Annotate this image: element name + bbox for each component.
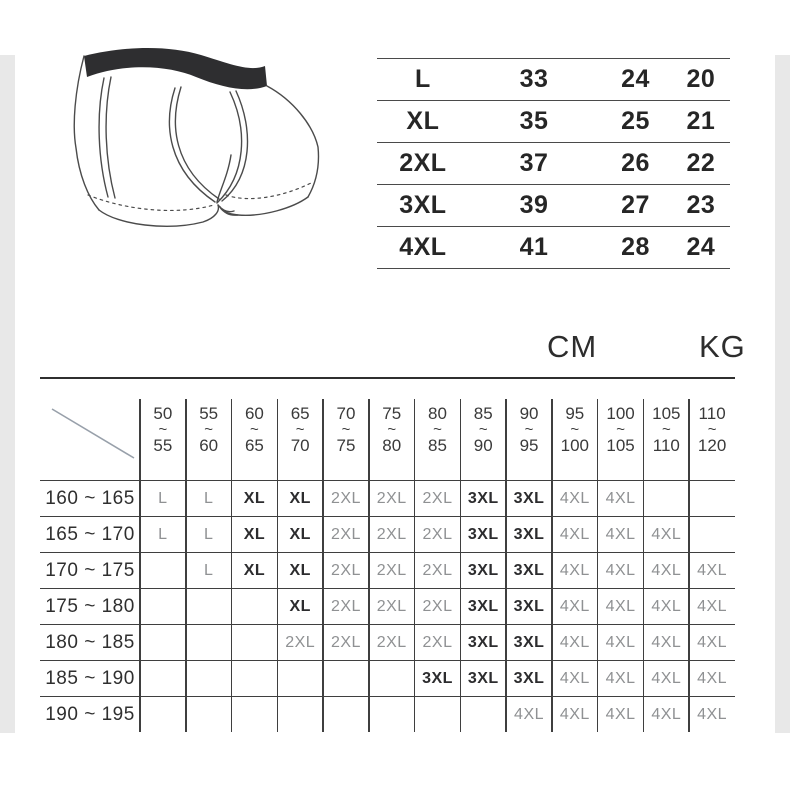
size-value: 2XL: [422, 489, 453, 507]
size-cell: [277, 481, 323, 516]
spec-size-label: 3XL: [399, 191, 447, 219]
size-cell: [460, 553, 506, 588]
spec-value: 25: [621, 107, 650, 135]
matrix-row: [40, 480, 735, 516]
height-label-cell: [40, 553, 140, 588]
size-value: 3XL: [513, 561, 545, 579]
size-cell: [232, 517, 278, 552]
weight-to: 80: [382, 436, 402, 455]
weight-from: 100: [606, 404, 635, 423]
size-cell: [277, 589, 323, 624]
size-cell: [598, 589, 644, 624]
size-value: 4XL: [605, 705, 636, 723]
size-value: 2XL: [422, 633, 453, 651]
size-cell: [415, 517, 461, 552]
size-value: 3XL: [467, 489, 499, 507]
size-cell: [186, 661, 232, 696]
spec-table-row: [377, 101, 730, 143]
size-cell: [186, 589, 232, 624]
spec-value: 39: [519, 191, 549, 219]
size-cell: [232, 481, 278, 516]
size-cell: [643, 697, 689, 732]
weight-header-cell: [186, 379, 232, 480]
size-value: 4XL: [697, 669, 728, 687]
weight-to: 120: [697, 436, 727, 455]
weight-to: 85: [428, 436, 447, 455]
size-cell: [689, 517, 735, 552]
size-cell: [323, 697, 369, 732]
height-range-label: 190 ~ 195: [45, 703, 135, 725]
size-value: 4XL: [651, 525, 682, 543]
matrix-body: [40, 480, 735, 732]
size-cell: [689, 625, 735, 660]
height-label-cell: [40, 481, 140, 516]
matrix-row: [40, 660, 735, 696]
size-cell: [369, 517, 415, 552]
size-value: 4XL: [559, 705, 590, 723]
size-cell: [369, 661, 415, 696]
weight-from: 105: [652, 404, 681, 423]
size-value: 4XL: [651, 561, 682, 579]
matrix-corner-cell: [40, 379, 140, 480]
size-value: 4XL: [559, 633, 590, 651]
size-cell: [460, 625, 506, 660]
size-value: L: [158, 525, 168, 543]
size-cell: [140, 625, 186, 660]
weight-from: 55: [199, 404, 219, 423]
weight-to: 110: [652, 436, 680, 455]
size-value: 4XL: [605, 597, 636, 615]
size-cell: [506, 697, 552, 732]
weight-tilde: ~: [387, 421, 397, 438]
size-cell: [552, 481, 598, 516]
size-cell: [460, 517, 506, 552]
size-value: XL: [289, 525, 311, 543]
weight-to: 70: [290, 436, 310, 455]
size-cell: [277, 661, 323, 696]
size-cell: [460, 481, 506, 516]
size-value: 4XL: [559, 489, 590, 507]
weight-from: 75: [382, 404, 402, 423]
spec-value: 37: [519, 149, 549, 177]
size-value: 2XL: [422, 561, 453, 579]
size-cell: [140, 517, 186, 552]
size-cell: [415, 589, 461, 624]
size-cell: [689, 553, 735, 588]
spec-value: 21: [686, 107, 716, 135]
weight-header-cell: [689, 379, 735, 480]
size-cell: [689, 661, 735, 696]
matrix-row: [40, 624, 735, 660]
height-range-label: 185 ~ 190: [45, 667, 135, 689]
size-cell: [369, 625, 415, 660]
size-cell: [552, 625, 598, 660]
left-gray-strip: [0, 55, 15, 733]
size-value: 4XL: [651, 597, 682, 615]
size-matrix-table: [40, 377, 735, 733]
size-value: 3XL: [513, 489, 545, 507]
weight-tilde: ~: [707, 421, 717, 438]
size-cell: [552, 589, 598, 624]
size-cell: [598, 625, 644, 660]
size-cell: [140, 589, 186, 624]
size-cell: [552, 661, 598, 696]
size-cell: [552, 697, 598, 732]
weight-tilde: ~: [250, 421, 259, 438]
weight-from: 60: [244, 404, 264, 423]
size-value: 4XL: [559, 525, 590, 543]
size-cell: [277, 517, 323, 552]
weight-to: 55: [153, 436, 173, 455]
spec-table-row: [377, 185, 730, 227]
spec-table: [377, 58, 730, 269]
size-cell: [140, 661, 186, 696]
matrix-row: [40, 552, 735, 588]
spec-size-label: 2XL: [399, 149, 447, 177]
spec-value: 28: [621, 233, 650, 261]
size-value: 4XL: [514, 705, 545, 723]
size-value: 2XL: [330, 489, 361, 507]
size-cell: [598, 517, 644, 552]
size-value: 2XL: [330, 633, 361, 651]
size-cell: [415, 481, 461, 516]
size-cell: [323, 517, 369, 552]
size-value: 4XL: [697, 597, 728, 615]
size-value: XL: [289, 561, 311, 579]
size-cell: [552, 517, 598, 552]
weight-from: 50: [153, 404, 173, 423]
size-value: 4XL: [605, 561, 636, 579]
size-value: 3XL: [513, 525, 545, 543]
kg-unit-label: KG: [699, 329, 746, 364]
size-cell: [369, 553, 415, 588]
size-value: 2XL: [330, 597, 361, 615]
size-cell: [186, 625, 232, 660]
size-cell: [643, 481, 689, 516]
size-value: 3XL: [513, 633, 545, 651]
size-cell: [506, 661, 552, 696]
height-label-cell: [40, 517, 140, 552]
size-value: 2XL: [376, 525, 407, 543]
cm-unit-label: CM: [547, 329, 598, 364]
size-cell: [186, 697, 232, 732]
weight-header-cell: [506, 379, 552, 480]
weight-tilde: ~: [616, 421, 625, 438]
size-cell: [643, 661, 689, 696]
size-cell: [689, 697, 735, 732]
spec-value: 23: [686, 191, 716, 219]
spec-value: 27: [621, 191, 650, 219]
spec-table-row: [377, 143, 730, 185]
spec-table-row: [377, 227, 730, 269]
weight-to: 60: [199, 436, 219, 455]
height-range-label: 180 ~ 185: [45, 631, 135, 653]
size-cell: [140, 481, 186, 516]
size-value: 4XL: [651, 633, 682, 651]
size-cell: [232, 661, 278, 696]
weight-tilde: ~: [295, 421, 305, 438]
size-cell: [369, 697, 415, 732]
height-label-cell: [40, 589, 140, 624]
size-value: 2XL: [376, 561, 407, 579]
size-value: 4XL: [697, 705, 728, 723]
weight-header-cell: [415, 379, 461, 480]
matrix-row: [40, 516, 735, 552]
size-cell: [460, 589, 506, 624]
weight-to: 100: [560, 436, 589, 455]
size-value: 2XL: [376, 597, 407, 615]
weight-to: 65: [244, 436, 264, 455]
weight-to: 95: [519, 436, 539, 455]
size-value: L: [158, 489, 168, 507]
size-value: L: [203, 561, 214, 579]
spec-value: 41: [519, 233, 549, 261]
diagonal-divider: [40, 379, 140, 480]
size-value: 2XL: [422, 597, 453, 615]
size-cell: [643, 589, 689, 624]
size-value: XL: [289, 489, 311, 507]
size-cell: [689, 481, 735, 516]
size-value: 4XL: [605, 633, 636, 651]
weight-from: 70: [336, 404, 356, 423]
height-label-cell: [40, 697, 140, 732]
weight-header-cell: [369, 379, 415, 480]
size-value: 3XL: [467, 597, 499, 615]
spec-table-row: [377, 59, 730, 101]
weight-from: 95: [565, 404, 585, 423]
size-value: 3XL: [467, 633, 499, 651]
height-range-label: 160 ~ 165: [45, 487, 135, 509]
size-value: L: [203, 489, 214, 507]
size-cell: [552, 553, 598, 588]
weight-header-cell: [277, 379, 323, 480]
size-cell: [323, 481, 369, 516]
size-cell: [643, 553, 689, 588]
size-value: XL: [243, 561, 266, 579]
weight-from: 90: [519, 404, 539, 423]
size-value: XL: [289, 597, 311, 615]
weight-from: 80: [428, 404, 447, 423]
size-value: 4XL: [651, 705, 682, 723]
size-cell: [415, 553, 461, 588]
size-cell: [232, 625, 278, 660]
weight-tilde: ~: [158, 421, 168, 438]
weight-tilde: ~: [433, 421, 442, 438]
weight-from: 110: [698, 404, 726, 423]
size-value: 4XL: [697, 633, 728, 651]
weight-header-cell: [598, 379, 644, 480]
size-cell: [415, 697, 461, 732]
size-cell: [323, 553, 369, 588]
size-cell: [643, 517, 689, 552]
size-value: L: [203, 525, 214, 543]
spec-size-label: L: [414, 65, 431, 93]
size-cell: [277, 697, 323, 732]
size-value: 3XL: [513, 597, 545, 615]
size-value: 2XL: [422, 525, 453, 543]
spec-size-label: 4XL: [399, 233, 447, 261]
size-value: 3XL: [467, 669, 499, 687]
size-cell: [323, 625, 369, 660]
spec-value: 33: [519, 65, 549, 93]
size-cell: [323, 661, 369, 696]
waistband-shape: [84, 48, 267, 89]
size-cell: [506, 481, 552, 516]
size-cell: [369, 589, 415, 624]
spec-value: 24: [686, 233, 716, 261]
size-cell: [598, 553, 644, 588]
size-value: XL: [243, 489, 266, 507]
size-cell: [460, 697, 506, 732]
size-value: 4XL: [651, 669, 682, 687]
weight-from: 65: [290, 404, 310, 423]
size-value: 4XL: [559, 561, 590, 579]
spec-value: 20: [686, 65, 716, 93]
weight-tilde: ~: [661, 421, 671, 438]
size-value: XL: [243, 525, 266, 543]
size-value: 3XL: [513, 669, 545, 687]
size-cell: [232, 589, 278, 624]
size-cell: [506, 553, 552, 588]
height-range-label: 165 ~ 170: [45, 523, 135, 545]
size-cell: [506, 517, 552, 552]
weight-tilde: ~: [341, 421, 351, 438]
weight-to: 90: [473, 436, 493, 455]
size-cell: [140, 697, 186, 732]
size-value: 3XL: [467, 525, 499, 543]
size-value: 2XL: [330, 525, 361, 543]
size-value: 2XL: [376, 489, 407, 507]
weight-to: 75: [336, 436, 356, 455]
matrix-row: [40, 588, 735, 624]
size-cell: [460, 661, 506, 696]
size-value: 4XL: [559, 669, 590, 687]
height-label-cell: [40, 625, 140, 660]
size-cell: [415, 661, 461, 696]
spec-size-label: XL: [406, 107, 440, 135]
size-cell: [598, 661, 644, 696]
size-value: 2XL: [330, 561, 361, 579]
weight-header-cell: [643, 379, 689, 480]
size-cell: [186, 517, 232, 552]
weight-to: 105: [606, 436, 635, 455]
size-value: 4XL: [559, 597, 590, 615]
spec-value: 22: [686, 149, 716, 177]
weight-tilde: ~: [478, 421, 488, 438]
weight-tilde: ~: [204, 421, 214, 438]
size-value: 4XL: [697, 561, 728, 579]
size-cell: [140, 553, 186, 588]
size-value: 4XL: [605, 525, 636, 543]
weight-tilde: ~: [570, 421, 580, 438]
spec-value: 35: [519, 107, 549, 135]
weight-tilde: ~: [524, 421, 534, 438]
height-range-label: 170 ~ 175: [45, 559, 135, 581]
size-cell: [689, 589, 735, 624]
weight-header-cell: [140, 379, 186, 480]
size-cell: [277, 625, 323, 660]
size-value: 4XL: [605, 489, 636, 507]
size-cell: [506, 625, 552, 660]
size-cell: [323, 589, 369, 624]
matrix-header-row: [40, 379, 735, 480]
spec-value: 26: [621, 149, 650, 177]
size-cell: [598, 697, 644, 732]
size-value: 4XL: [605, 669, 636, 687]
height-range-label: 175 ~ 180: [45, 595, 135, 617]
size-value: 2XL: [285, 633, 316, 651]
size-cell: [186, 553, 232, 588]
size-cell: [643, 625, 689, 660]
weight-header-cell: [552, 379, 598, 480]
size-cell: [232, 697, 278, 732]
size-cell: [186, 481, 232, 516]
height-label-cell: [40, 661, 140, 696]
size-value: 3XL: [467, 561, 499, 579]
size-cell: [277, 553, 323, 588]
weight-header-cell: [460, 379, 506, 480]
boxer-shorts-illustration: [68, 45, 328, 235]
size-cell: [415, 625, 461, 660]
size-cell: [369, 481, 415, 516]
size-cell: [598, 481, 644, 516]
matrix-row: [40, 696, 735, 732]
size-value: 2XL: [376, 633, 407, 651]
weight-header-cell: [232, 379, 278, 480]
right-gray-strip: [775, 55, 790, 733]
weight-from: 85: [473, 404, 493, 423]
size-cell: [232, 553, 278, 588]
size-value: 3XL: [422, 669, 453, 687]
weight-header-cell: [323, 379, 369, 480]
size-cell: [506, 589, 552, 624]
spec-value: 24: [621, 65, 650, 93]
